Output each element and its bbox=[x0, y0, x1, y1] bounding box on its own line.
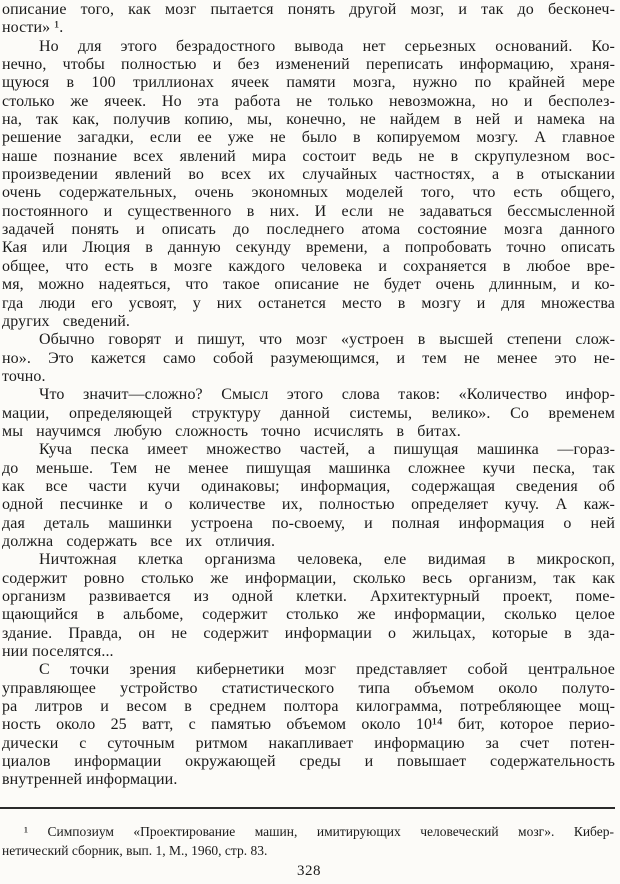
text-line: других сведений. bbox=[2, 312, 131, 330]
text-line: ность около 25 ватт, с памятью объемом около 10¹⁴ бит, которое перио- bbox=[2, 716, 615, 734]
text-line: дически с суточным ритмом накапливает информацию за счет потен- bbox=[2, 734, 615, 752]
text-line: мя, можно надеяться, что такое описание не будет очень длинным, и ко- bbox=[2, 276, 615, 294]
body-text bbox=[2, 1, 615, 790]
text-line: дая деталь машинки устроена по-своему, и полная информация о ней bbox=[2, 514, 615, 532]
text-line: ¹ Симпозиум «Проектирование машин, имитирующих человеческий мозг». Кибер- bbox=[24, 824, 614, 839]
text-line: Но для этого безрадостного вывода нет серьезных оснований. Ко- bbox=[39, 37, 615, 55]
text-line: очень содержательных, очень экономных моделей того, что есть общего, bbox=[2, 184, 615, 202]
text-line: постоянного и существенного в них. И если не задаваться бессмысленной bbox=[2, 202, 615, 220]
text-line: решение загадки, если ее уже не было в копируемом мозгу. А главное bbox=[2, 129, 615, 147]
footnote-divider bbox=[0, 807, 615, 809]
text-line: общее, что есть в мозге каждого человека и сохраняется в любое вре- bbox=[2, 257, 615, 275]
text-line: нии поселятся... bbox=[2, 643, 114, 661]
text-line: Обычно говорят и пишут, что мозг «устроен в высшей степени слож- bbox=[39, 331, 615, 349]
text-line: внутренней информации. bbox=[2, 771, 178, 789]
text-line: до меньше. Тем не менее пишущая машинка сложнее кучи песка, так bbox=[2, 459, 615, 477]
text-line: на, так как, получив копию, мы, конечно, не найдем в ней и намека на bbox=[2, 111, 615, 129]
text-line: как все части кучи одинаковы; информация, содержащая сведения об bbox=[2, 477, 615, 495]
text-line: Куча песка имеет множество частей, а пишущая машинка —гораз- bbox=[39, 441, 615, 459]
footnote bbox=[2, 823, 614, 860]
text-line: нечно, чтобы полностью и без изменений переписать информацию, храня- bbox=[2, 56, 615, 74]
text-line: мации, определяющей структуру данной системы, велико». Со временем bbox=[2, 404, 615, 422]
text-line: С точки зрения кибернетики мозг представляет собой центральное bbox=[39, 661, 615, 679]
text-line: Что значит—сложно? Смысл этого слова таков: «Количество инфор- bbox=[39, 386, 615, 404]
text-line: мы научимся любую сложность точно исчислять в битах. bbox=[2, 422, 461, 440]
text-line: организм развивается из одной клетки. Архитектурный проект, поме- bbox=[2, 588, 615, 605]
text-line: задачей понять и описать до последнего атома состояние мозга данного bbox=[2, 221, 615, 239]
text-line: гда люди его усвоят, у них останется место в мозгу и для множества bbox=[2, 294, 615, 312]
text-line: щуюся в 100 триллионах ячеек памяти мозга, нужно по крайней мере bbox=[2, 74, 615, 92]
text-line: должна содержать все их отличия. bbox=[2, 532, 276, 550]
text-line: столько же ячеек. Но эта работа не только невозможна, но и бесполез- bbox=[2, 92, 615, 110]
text-line: нетический сборник, вып. 1, М., 1960, стр. 83. bbox=[2, 842, 268, 858]
page-number: 328 bbox=[297, 863, 321, 879]
text-line: управляющее устройство статистического типа объемом около полуто- bbox=[2, 679, 615, 697]
text-line: но». Это кажется само собой разумеющимся, и тем не менее это не- bbox=[2, 349, 615, 367]
text-line: произведении явлений во всех их случайных частностях, а в отыскании bbox=[2, 166, 615, 184]
text-line: одной песчинке и о количестве их, полностью определяет кучу. А каж- bbox=[2, 496, 615, 514]
text-line: Ничтожная клетка организма человека, еле видимая в микроскоп, bbox=[39, 551, 615, 569]
text-line: Кая или Люция в данную секунду времени, а попробовать точно описать bbox=[2, 239, 615, 257]
text-line: ности» ¹. bbox=[2, 19, 64, 37]
text-line: точно. bbox=[2, 367, 46, 385]
text-line: циалов информации окружающей среды и повышает содержательность bbox=[2, 753, 615, 771]
text-line: содержит ровно столько же информации, сколько весь организм, так как bbox=[2, 569, 615, 587]
text-line: наше познание всех явлений мира состоит ведь не в скрупулезном вос- bbox=[2, 147, 615, 165]
text-line: описание того, как мозг пытается понять другой мозг, и так до бесконеч- bbox=[2, 1, 615, 18]
text-line: здание. Правда, он не содержит информации о жильцах, которые в зда- bbox=[2, 624, 615, 642]
text-line: щающийся в альбоме, содержит столько же информации, сколько целое bbox=[2, 606, 615, 624]
text-line: ра литров и весом в среднем полтора килограмма, потребляющее мощ- bbox=[2, 698, 615, 716]
